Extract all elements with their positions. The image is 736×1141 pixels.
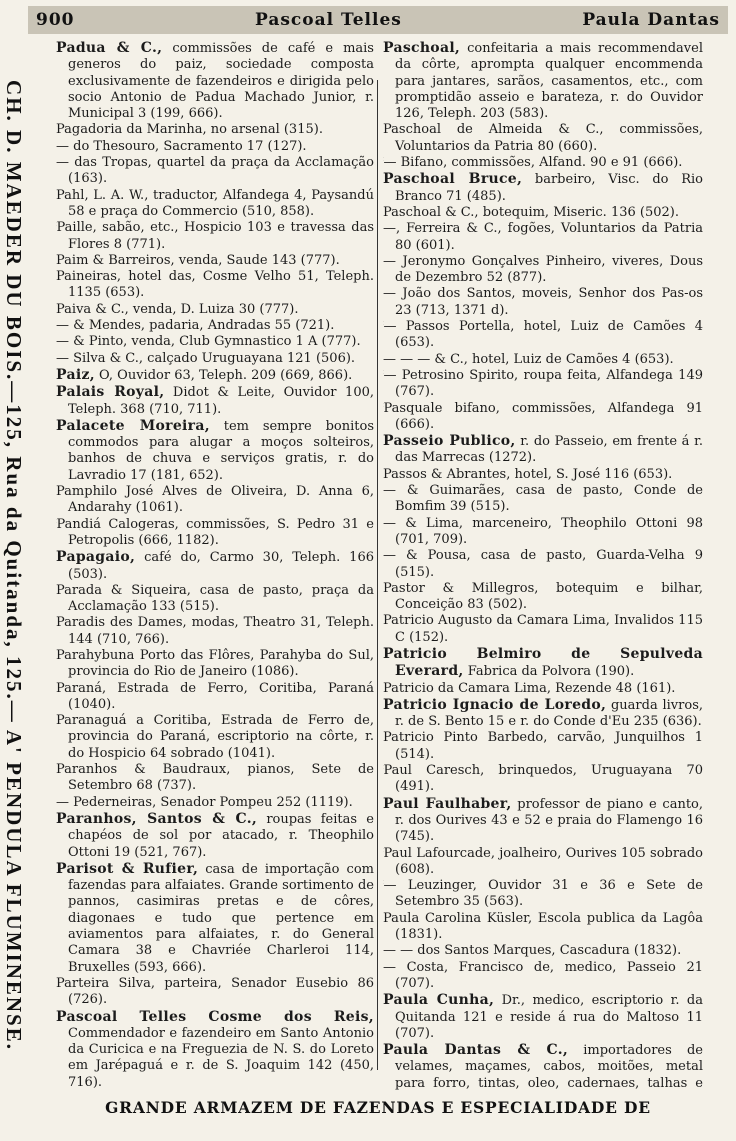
directory-entry (383, 319, 703, 352)
entry-text: Patricio Augusto da Camara Lima, Invalidos 115 C (152). (383, 613, 703, 645)
directory-entry (383, 878, 703, 911)
directory-entry (383, 286, 703, 319)
directory-entry (383, 368, 703, 401)
directory-entry (383, 516, 703, 549)
directory-entry (383, 483, 703, 516)
entry-text: commissões de café e mais generos do paiz, sociedade composta exclusivamente de fazendeiros e dirigida pelo socio Antonio de Padua Machado Junior, r. Municipal 3 (199, 666). (68, 41, 374, 122)
entry-text: Dr., medico, escriptorio r. da Quitanda 121 e reside á rua do Maltoso 11 (707). (395, 993, 703, 1041)
directory-entry (56, 648, 374, 681)
entry-text: — do Thesouro, Sacramento 17 (127). (56, 138, 307, 154)
directory-entry (56, 713, 374, 762)
directory-entry (383, 155, 703, 171)
directory-entry (56, 318, 374, 334)
entry-text: — Leuzinger, Ouvidor 31 e 36 e Sete de Setembro 35 (563). (383, 878, 703, 910)
entry-name: Paul Faulhaber, (383, 795, 512, 812)
entry-text: Paula Carolina Küsler, Escola publica da Lagôa (1831). (383, 910, 703, 943)
directory-entry (56, 517, 374, 550)
directory-entry (383, 40, 703, 122)
directory-entry (383, 1042, 703, 1092)
directory-entry (56, 384, 374, 418)
entry-text: Paranhos & Baudraux, pianos, Sete de Setembro 68 (737). (56, 762, 374, 794)
directory-entry (383, 796, 703, 846)
directory-entry (383, 911, 703, 944)
entry-text: — Jeronymo Gonçalves Pinheiro, viveres, Dous de Dezembro 52 (877). (383, 253, 703, 286)
entry-text: importadores de velames, maçames, cabos, moitões, metal para forro, tintas, oleo, cadernaes, talhas e (395, 1043, 703, 1091)
entry-text: Paim & Barreiros, venda, Saude 143 (777). (56, 252, 340, 268)
entry-name: Paschoal, (383, 40, 461, 56)
entry-text: — Bifano, commissões, Alfand. 90 e 91 (666). (383, 155, 683, 171)
directory-entry (383, 171, 703, 205)
directory-entry (56, 418, 374, 484)
directory-entry (383, 992, 703, 1042)
directory-entry (383, 730, 703, 763)
entry-text: Pamphilo José Alves de Oliveira, D. Anna 6, Andarahy (1061). (56, 484, 374, 516)
entry-name: Paula Dantas & C., (383, 1042, 569, 1059)
entry-name: Paiz, (56, 366, 95, 383)
entry-name: Parisot & Rufier, (56, 860, 199, 877)
directory-entry (383, 613, 703, 646)
directory-entry (56, 351, 374, 367)
right-running-head: Paula Dantas (582, 10, 720, 30)
directory-entry (56, 40, 374, 122)
directory-entry (383, 960, 703, 993)
entry-text: — — dos Santos Marques, Cascadura (1832). (383, 943, 682, 959)
entry-text: — Pederneiras, Senador Pompeu 252 (1119). (56, 794, 353, 810)
entry-text: — Costa, Francisco de, medico, Passeio 21 (707). (383, 959, 703, 991)
entry-text: Pahl, L. A. W., traductor, Alfandega 4, Paysandú 58 e praça do Commercio (510, 858). (56, 187, 374, 219)
entry-text: — — — & C., hotel, Luiz de Camões 4 (653). (383, 351, 674, 367)
directory-entry (383, 205, 703, 221)
entry-name: Palais Royal, (56, 384, 165, 401)
directory-entry (56, 681, 374, 714)
directory-entry (56, 155, 374, 188)
entry-text: barbeiro, Visc. do Rio Branco 71 (485). (395, 172, 703, 204)
entry-text: — & Pinto, venda, Club Gymnastico 1 A (777). (56, 334, 361, 350)
directory-entry (56, 253, 374, 269)
footer-banner: GRANDE ARMAZEM DE FAZENDAS E ESPECIALIDADE DE (105, 1098, 651, 1117)
entry-text: — & Pousa, casa de pasto, Guarda-Velha 9 (515). (383, 548, 703, 580)
directory-entry (383, 646, 703, 681)
directory-entry (56, 583, 374, 616)
running-header (28, 6, 728, 34)
entry-text: Paschoal & C., botequim, Miseric. 136 (502). (383, 204, 679, 220)
directory-entry (383, 681, 703, 697)
entry-text: O, Ouvidor 63, Teleph. 209 (669, 866). (94, 367, 353, 383)
page-number: 900 (36, 10, 75, 30)
directory-entry (383, 548, 703, 581)
entry-name: Patricio Belmiro de Sepulveda Everard, (383, 645, 703, 680)
entry-text: confeitaria a mais recommendavel da côrte, aprompta qualquer encommenda para jantares, sarãos, casamentos, etc., com promptidão asseio e barateza, r. do Ouvidor 126, Teleph. 203 (583). (395, 41, 703, 122)
directory-entry (383, 581, 703, 614)
directory-entry (383, 943, 703, 959)
right-column (383, 40, 703, 1092)
entry-name: Patricio Ignacio de Loredo, (383, 696, 607, 713)
entry-text: — Passos Portella, hotel, Luiz de Camões 4 (653). (383, 319, 703, 351)
entry-text: Paul Caresch, brinquedos, Uruguayana 70 (491). (383, 763, 703, 795)
directory-entry (56, 795, 374, 811)
directory-entry (383, 433, 703, 467)
entry-text: Paille, sabão, etc., Hospicio 103 e travessa das Flores 8 (771). (56, 220, 374, 252)
directory-entry (56, 220, 374, 253)
directory-entry (56, 1009, 374, 1091)
entry-text: tem sempre bonitos commodos para alugar a moços solteiros, banhos de chuva e serviços gratis, r. do Lavradio 17 (181, 652). (68, 418, 374, 483)
entry-text: Paradis des Dames, modas, Theatro 31, Teleph. 144 (710, 766). (56, 615, 374, 647)
entry-text: —, Ferreira & C., fogões, Voluntarios da Patria 80 (601). (383, 221, 703, 253)
entry-name: Papagaio, (56, 549, 136, 566)
entry-text: — & Lima, marceneiro, Theophilo Ottoni 98 (701, 709). (383, 515, 703, 547)
directory-entry (56, 188, 374, 221)
entry-text: Commendador e fazendeiro em Santo Antonio da Curicica e na Freguezia de N. S. do Loreto em Jarépaguá e r. de S. Joaquim 142 (450, 716). (68, 1025, 374, 1090)
entry-text: Paul Lafourcade, joalheiro, Ourives 105 sobrado (608). (383, 845, 703, 877)
entry-name: Pascoal Telles Cosme dos Reis, (56, 1008, 374, 1025)
entry-text: Fabrica da Polvora (190). (463, 664, 635, 680)
entry-text: — João dos Santos, moveis, Senhor dos Pas-os 23 (713, 1371 d). (383, 286, 703, 318)
directory-entry (383, 846, 703, 879)
entry-text: casa de importação com fazendas para alfaiates. Grande sortimento de pannos, casimiras pretas e de côres, diagonaes e tudo que pertence em aviamentos para alfaiates, r. do General Camara 38 e Chavriée Charleroi 114, Bruxelles (593, 666). (68, 861, 374, 975)
entry-text: r. do Passeio, em frente á r. das Marrecas (1272). (395, 434, 703, 466)
directory-entry (56, 861, 374, 976)
directory-entry (56, 302, 374, 318)
left-running-head: Pascoal Telles (255, 10, 402, 30)
entry-text: Parteira Silva, parteira, Senador Eusebio 86 (726). (56, 975, 374, 1008)
entry-name: Padua & C., (56, 40, 163, 56)
entry-text: Pagadoria da Marinha, no arsenal (315). (56, 122, 323, 138)
directory-entry (56, 762, 374, 795)
entry-text: Didot & Leite, Ouvidor 100, Teleph. 368 (710, 711). (68, 385, 374, 417)
entry-text: Paraná, Estrada de Ferro, Coritiba, Paraná (1040). (56, 680, 374, 712)
entry-text: Paschoal de Almeida & C., commissões, Voluntarios da Patria 80 (660). (383, 122, 703, 154)
entry-text: Paranaguá a Coritiba, Estrada de Ferro de, provincia do Paraná, escriptorio na côrte, r. do Hospicio 64 sobrado (1041). (56, 713, 374, 761)
side-advertisement (2, 40, 24, 1090)
entry-text: Paiva & C., venda, D. Luiza 30 (777). (56, 301, 299, 317)
directory-entry (56, 122, 374, 138)
directory-entry (56, 615, 374, 648)
entry-text: Pasquale bifano, commissões, Alfandega 91 (666). (383, 400, 703, 432)
entry-text: roupas feitas e chapéos de sol por atacado, r. Theophilo Ottoni 19 (521, 767). (68, 811, 374, 860)
directory-entry (383, 401, 703, 434)
column-divider (377, 80, 378, 1070)
directory-entry (383, 467, 703, 483)
directory-entry (56, 549, 374, 583)
entry-text: Patricio Pinto Barbedo, carvão, Junquilhos 1 (514). (383, 730, 703, 762)
entry-name: Palacete Moreira, (56, 417, 210, 434)
directory-entry (56, 139, 374, 155)
directory-entry (56, 976, 374, 1009)
entry-name: Paula Cunha, (383, 992, 495, 1009)
directory-entry (383, 221, 703, 254)
entry-text: Parada & Siqueira, casa de pasto, praça da Acclamação 133 (515). (56, 582, 374, 615)
entry-text: café do, Carmo 30, Teleph. 166 (503). (68, 550, 374, 582)
entry-text: — Silva & C., calçado Uruguayana 121 (506). (56, 350, 356, 366)
entry-text: — & Guimarães, casa de pasto, Conde de Bomfim 39 (515). (383, 483, 703, 515)
directory-entry (56, 484, 374, 517)
directory-entry (383, 254, 703, 287)
directory-entry (56, 334, 374, 350)
entry-text: Passos & Abrantes, hotel, S. José 116 (653). (383, 466, 673, 482)
entry-text: — & Mendes, padaria, Andradas 55 (721). (56, 318, 335, 334)
entry-text: professor de piano e canto, r. dos Ourives 43 e 52 e praia do Flamengo 16 (745). (395, 796, 703, 845)
entry-text: Paineiras, hotel das, Cosme Velho 51, Teleph. 1135 (653). (56, 269, 374, 301)
directory-entry (56, 367, 374, 384)
entry-name: Paranhos, Santos & C., (56, 810, 258, 827)
entry-text: Pandiá Calogeras, commissões, S. Pedro 31 e Petropolis (666, 1182). (56, 516, 374, 548)
directory-entry (383, 697, 703, 731)
directory-entry (56, 269, 374, 302)
entry-text: Pastor & Millegros, botequim e bilhar, Conceição 83 (502). (383, 580, 703, 613)
directory-entry (383, 763, 703, 796)
side-advertisement-text: CH. D. MAEDER DU BOIS.—125, Rua da Quitanda, 125.— A' PENDULA FLUMINENSE. (1, 79, 26, 1051)
entry-name: Passeio Publico, (383, 433, 516, 450)
entry-text: guarda livros, r. de S. Bento 15 e r. do Conde d'Eu 235 (636). (395, 697, 703, 730)
directory-entry (383, 352, 703, 368)
directory-entry (383, 122, 703, 155)
entry-text: — das Tropas, quartel da praça da Acclamação (163). (56, 155, 374, 187)
entry-text: Parahybuna Porto das Flôres, Parahyba do Sul, provincia do Rio de Janeiro (1086). (56, 647, 374, 680)
entry-text: Patricio da Camara Lima, Rezende 48 (161). (383, 680, 676, 696)
left-column (56, 40, 374, 1092)
entry-text: — Petrosino Spirito, roupa feita, Alfandega 149 (767). (383, 367, 703, 400)
entry-name: Paschoal Bruce, (383, 171, 523, 188)
directory-entry (56, 811, 374, 861)
